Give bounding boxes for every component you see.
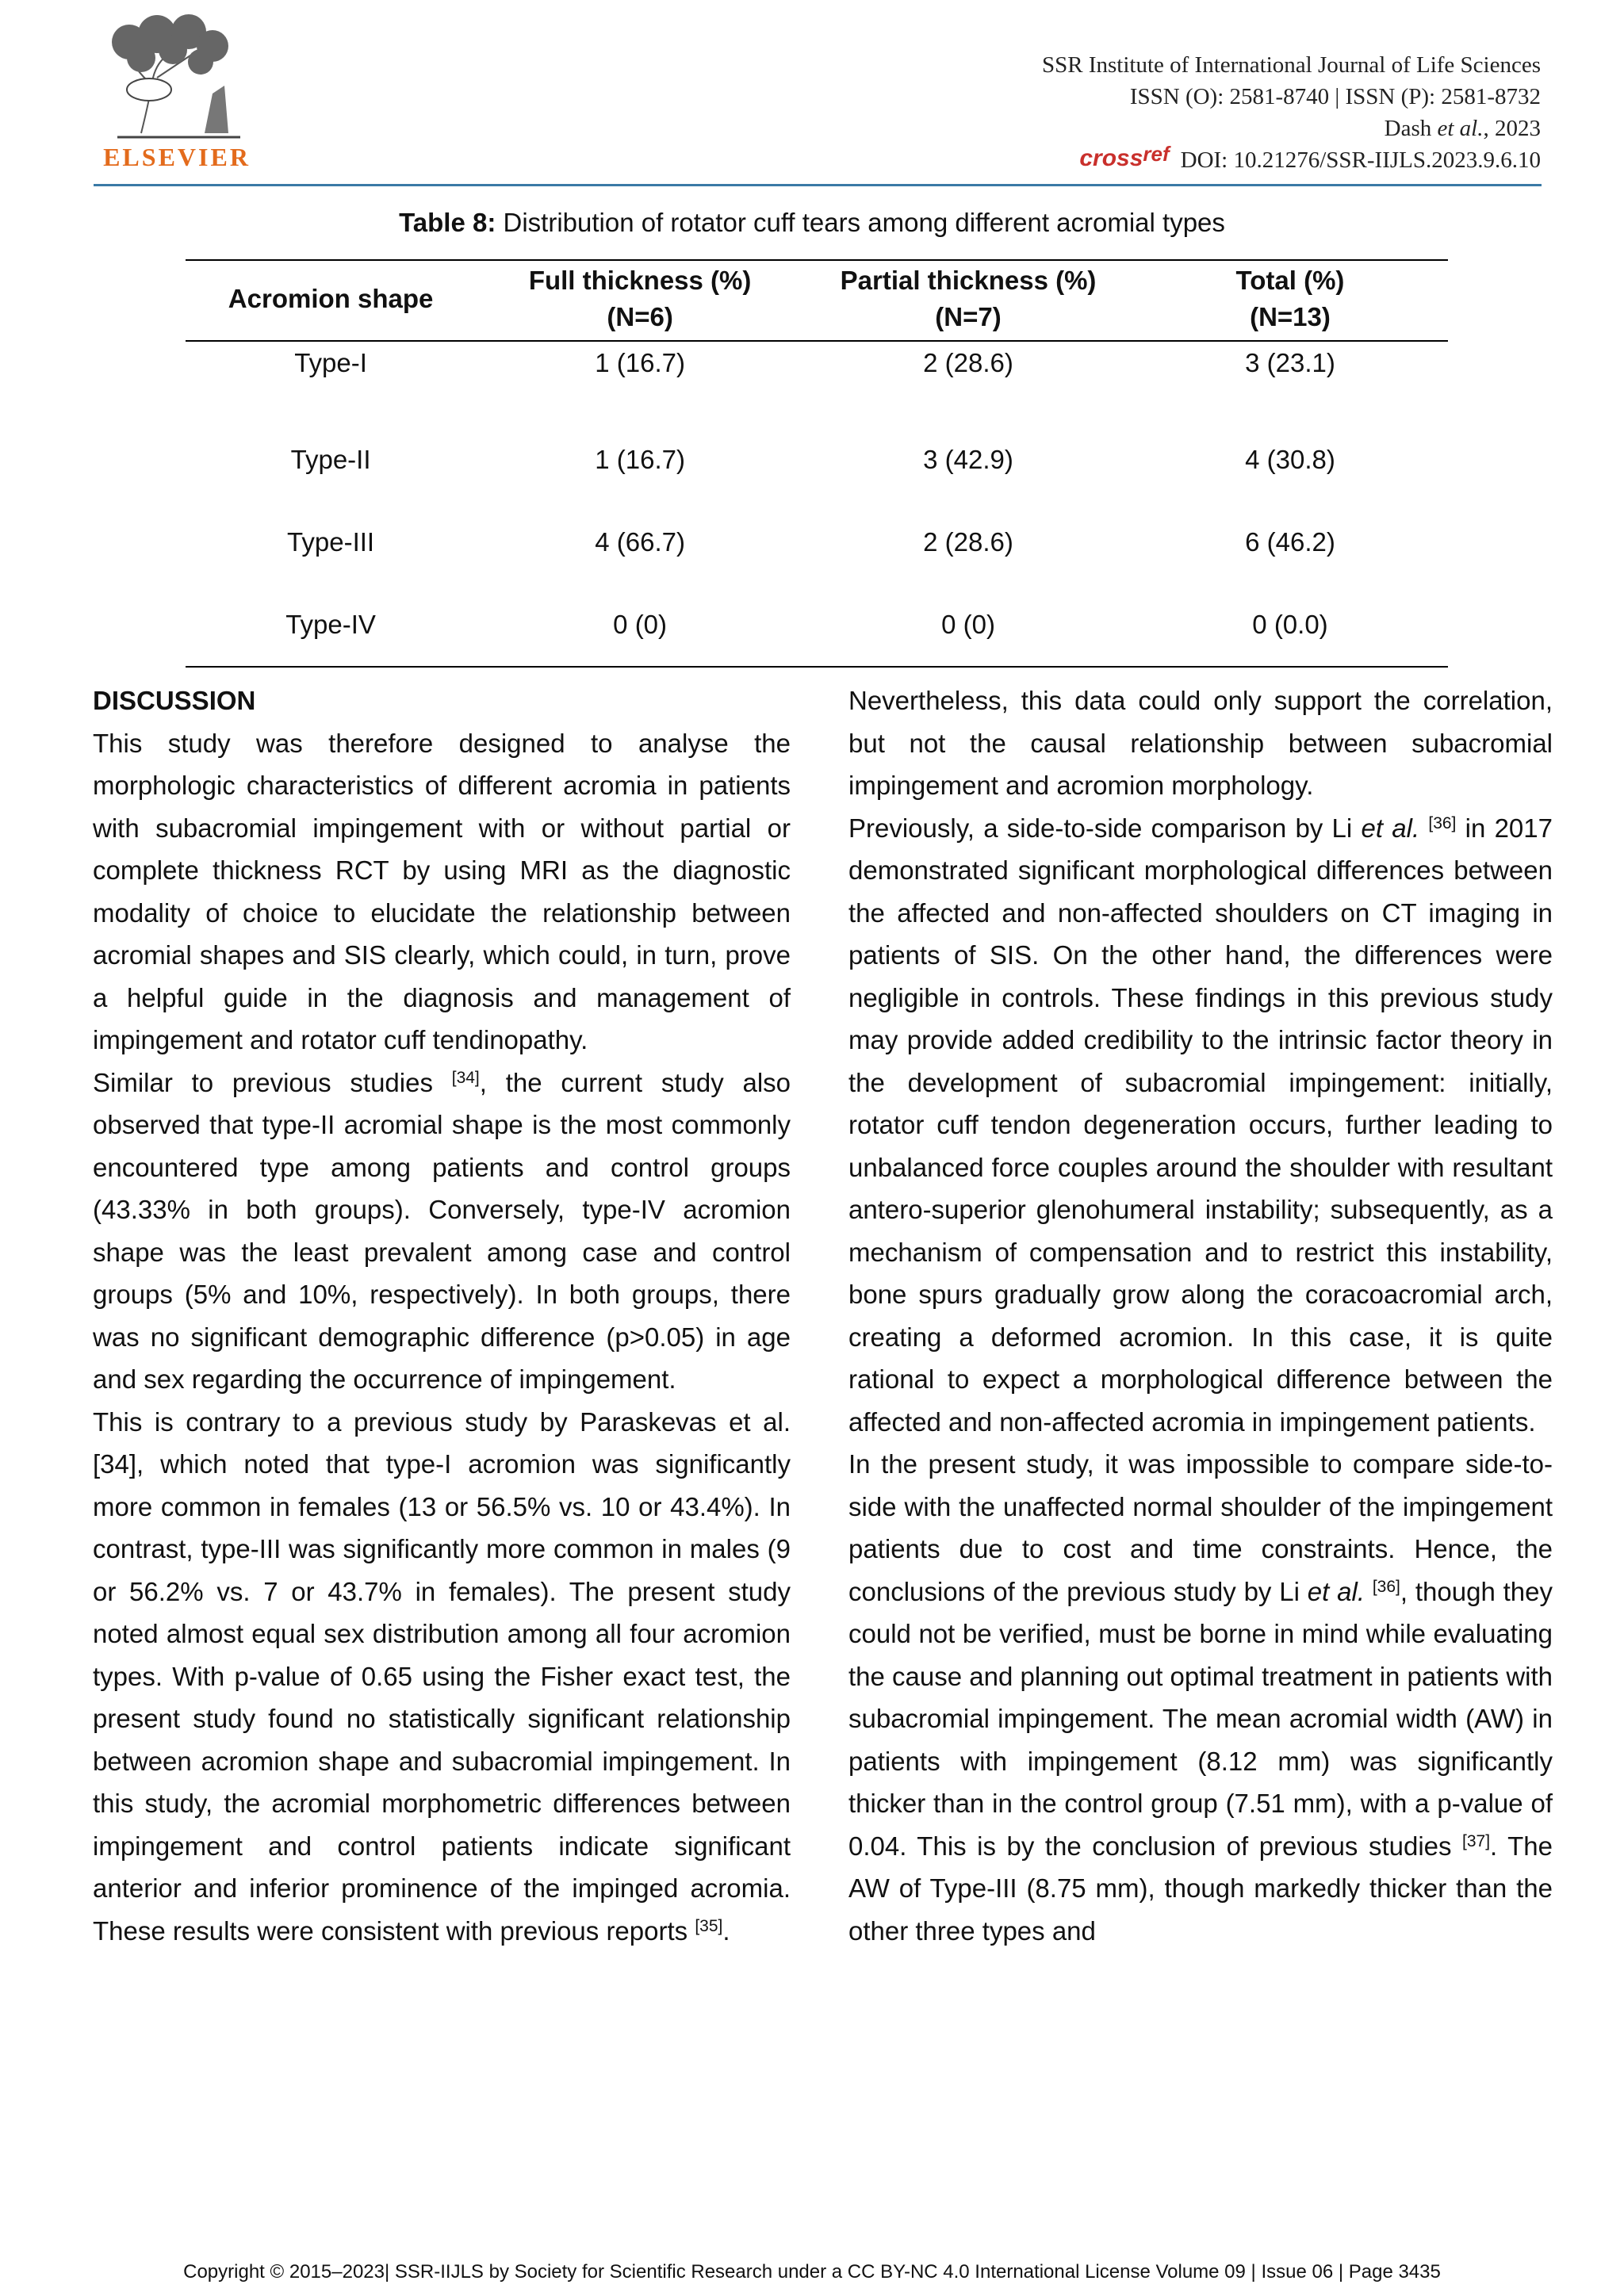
paragraph: Nevertheless, this data could only support the correlation, but not the causal relationship between subacromial impingement and acromion morphology. [848,686,1553,800]
col-header: Acromion shape [186,260,476,341]
col-header: Partial thickness (%) (N=7) [804,260,1132,341]
crossref-logo: cross$^{ref}$ [1079,142,1170,171]
acromion-table [186,259,1448,668]
table-cell: Type-I [294,348,367,377]
table-cell: Type-II [290,445,371,474]
right-column [848,679,1553,1952]
paragraph: In the present study, it was impossible to compare side-to-side with the unaffected normal shoulder of the impingement patients due to cost and time constraints. Hence, the conclusions of the previous study by Li et al. [36], though they could not be verified, must be borne in mind while evaluating the cause and planning out optimal treatment in patients with subacromial impingement. The mean acromial width (AW) in patients with impingement (8.12 mm) was significantly thicker than in the control group (7.51 mm), with a p-value of 0.04. This is by the conclusion of previous studies [37]. The AW of Type-III (8.75 mm), though markedly thicker than the other three types and [848,1449,1553,1946]
paragraph: Previously, a side-to-side comparison by Li et al. [36] in 2017 demonstrated significant morphological differences between the affected and non-affected shoulders on CT imaging in patients of SIS. On the other hand, the differences were negligible in controls. These findings in this previous study may provide added credibility to the intrinsic factor theory in the development of subacromial impingement: initially, rotator cuff tendon degeneration occurs, further leading to unbalanced force couples around the shoulder with resultant antero-superior glenohumeral instability; subsequently, as a mechanism of compensation and to restrict this instability, bone spurs gradually grow along the coracoacromial arch, creating a deformed acromion. In this case, it is quite rational to expect a morphological difference between the affected and non-affected acromia in impingement patients. [848,813,1553,1437]
header-rule [94,184,1542,186]
issn-line: ISSN (O): 2581-8740 | ISSN (P): 2581-8732 [1129,84,1541,109]
table-row [186,501,1448,584]
col-header: Full thickness (%) (N=6) [476,260,804,341]
section-heading: DISCUSSION [93,686,256,715]
col-header: Total (%) (N=13) [1132,260,1448,341]
journal-header [1042,49,1541,176]
table-cell: 2 (28.6) [923,348,1013,377]
paragraph: This is contrary to a previous study by Paraskevas et al. [34], which noted that type-I acromion was significantly more common in females (13 or 56.5% vs. 10 or 43.4%). In contrast, type-III was significantly more common in males (9 or 56.2% vs. 7 or 43.7% in females). The present study noted almost equal sex distribution among all four acromion types. With p-value of 0.65 using the Fisher exact test, the present study found no statistically significant relationship between acromion shape and subacromial impingement. In this study, the acromial morphometric differences between impingement and control patients indicate significant anterior and inferior prominence of the impinged acromia. These results were consistent with previous reports [35]. [93,1406,791,1946]
table-cell: 3 (42.9) [923,445,1013,474]
page-footer: Copyright © 2015–2023| SSR-IIJLS by Society for Scientific Research under a CC BY-NC 4.0 International License Volume 09 | Issue 06 | Page 3435 [183,2261,1441,2283]
doi-link[interactable]: DOI: 10.21276/SSR-IIJLS.2023.9.6.10 [1180,147,1541,173]
table-cell: 4 (30.8) [1245,445,1335,474]
table-header-row [186,260,1448,341]
publisher-name: ELSEVIER [103,143,251,171]
table-cell: Type-III [287,527,375,557]
author-line: Dash et al., 2023 [1384,116,1541,141]
table-cell: 1 (16.7) [595,445,685,474]
left-column [93,679,791,1952]
table-row [186,341,1448,419]
table-cell: 4 (66.7) [595,527,685,557]
table-cell: 0 (0) [476,584,804,667]
table-cell: 0 (0.0) [1132,584,1448,667]
table-cell: 6 (46.2) [1245,527,1335,557]
table-row [186,584,1448,667]
table-cell: 1 (16.7) [595,348,685,377]
table-cell: 2 (28.6) [923,527,1013,557]
table-caption: Table 8: Distribution of rotator cuff tears among different acromial types [399,208,1225,237]
table-cell: 0 (0) [804,584,1132,667]
table-row [186,419,1448,501]
paragraph: Similar to previous studies [34], the current study also observed that type-II acromial shape is the most commonly encountered type among patients and control groups (43.33% in both groups). Conversely, type-IV acromion shape was the least prevalent among case and control groups (5% and 10%, respectively). In both groups, there was no significant demographic difference (p>0.05) in age and sex regarding the occurrence of impingement. [93,1067,791,1394]
table-cell: Type-IV [186,584,476,667]
journal-title: SSR Institute of International Journal of Life Sciences [1042,52,1541,78]
paragraph: This study was therefore designed to analyse the morphologic characteristics of different acromia in patients with subacromial impingement with or without partial or complete thickness RCT by using MRI as the diagnostic modality of choice to elucidate the relationship between acromial shapes and SIS clearly, which could, in turn, prove a helpful guide in the diagnosis and management of impingement and rotator cuff tendinopathy. [93,728,791,1054]
table-cell: 3 (23.1) [1245,348,1335,377]
